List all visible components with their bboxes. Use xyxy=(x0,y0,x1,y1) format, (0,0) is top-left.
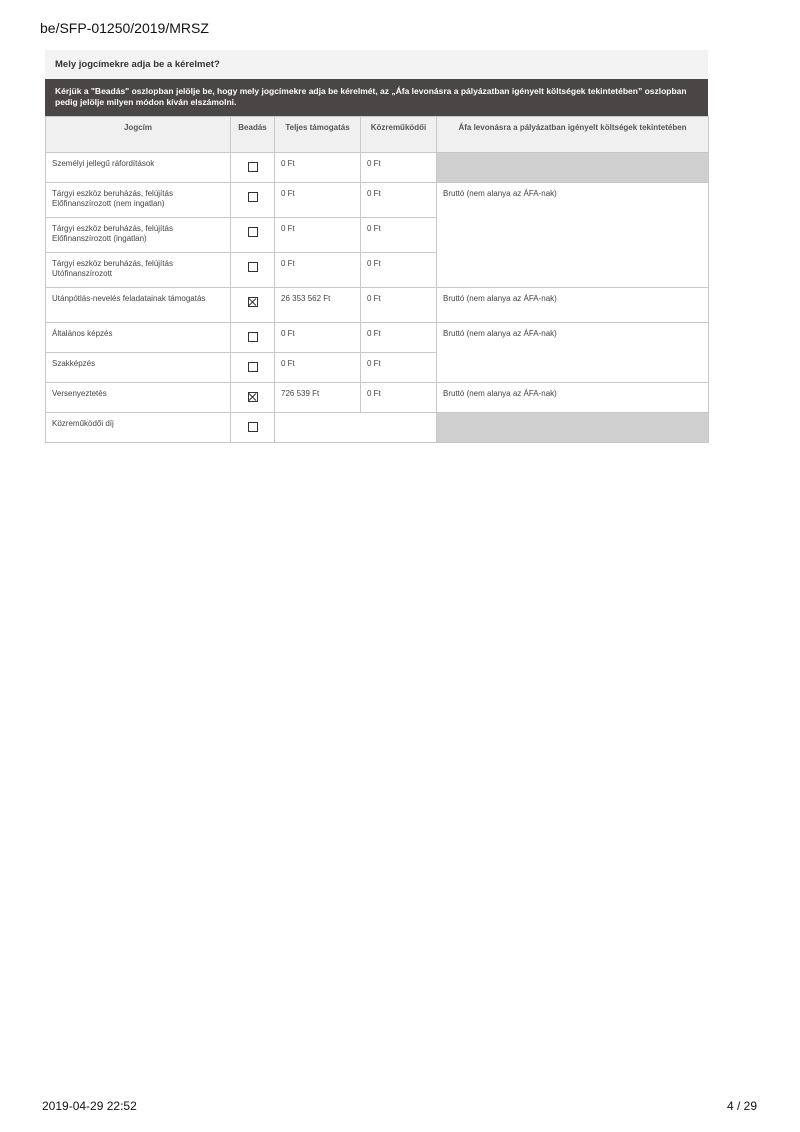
checkbox-checked[interactable] xyxy=(248,392,258,402)
kozremukodoi-cell: 0 Ft xyxy=(361,383,437,413)
beadas-cell xyxy=(231,253,275,288)
afa-cell[interactable]: Bruttó (nem alanya az ÁFA-nak) xyxy=(437,323,709,383)
table-row xyxy=(46,288,709,323)
beadas-cell xyxy=(231,323,275,353)
kozremukodoi-cell: 0 Ft xyxy=(361,153,437,183)
checkbox[interactable] xyxy=(248,262,258,272)
beadas-cell xyxy=(231,288,275,323)
kozremukodoi-cell: 0 Ft xyxy=(361,288,437,323)
footer-page-number: 4 / 29 xyxy=(726,1099,757,1113)
section-title: Mely jogcímekre adja be a kérelmet? xyxy=(45,50,708,79)
kozremukodoi-cell: 0 Ft xyxy=(361,323,437,353)
checkbox[interactable] xyxy=(248,422,258,432)
teljes-cell xyxy=(275,413,437,443)
footer-date: 2019-04-29 22:52 xyxy=(42,1099,137,1113)
document-id: be/SFP-01250/2019/MRSZ xyxy=(40,20,209,36)
afa-cell[interactable]: Bruttó (nem alanya az ÁFA-nak) xyxy=(437,383,709,413)
teljes-cell: 0 Ft xyxy=(275,183,361,218)
checkbox[interactable] xyxy=(248,162,258,172)
teljes-cell: 0 Ft xyxy=(275,153,361,183)
afa-cell[interactable]: Bruttó (nem alanya az ÁFA-nak) xyxy=(437,288,709,323)
beadas-cell xyxy=(231,413,275,443)
checkbox[interactable] xyxy=(248,192,258,202)
jogcim-cell: Utánpótlás-nevelés feladatainak támogatás xyxy=(46,288,231,323)
kozremukodoi-cell: 0 Ft xyxy=(361,183,437,218)
kozremukodoi-cell: 0 Ft xyxy=(361,218,437,253)
jogcim-cell: Közreműködői díj xyxy=(46,413,231,443)
table-row xyxy=(46,183,709,218)
col-header-afa: Áfa levonásra a pályázatban igényelt költségek tekintetében xyxy=(437,117,709,153)
instructions-banner: Kérjük a "Beadás" oszlopban jelölje be, hogy mely jogcímekre adja be kérelmét, az „Áfa levonásra a pályázatban igényelt költségek tekintetében” oszlopban pedig jelölje milyen módon kíván elszámolni. xyxy=(45,79,708,116)
checkbox[interactable] xyxy=(248,227,258,237)
jogcim-cell: Versenyeztetés xyxy=(46,383,231,413)
beadas-cell xyxy=(231,153,275,183)
jogcim-cell: Személyi jellegű ráfordítások xyxy=(46,153,231,183)
table-row xyxy=(46,323,709,353)
table-header-row xyxy=(46,117,709,153)
table-row xyxy=(46,153,709,183)
checkbox[interactable] xyxy=(248,362,258,372)
teljes-cell: 0 Ft xyxy=(275,353,361,383)
table-row xyxy=(46,413,709,443)
col-header-beadas: Beadás xyxy=(231,117,275,153)
jogcim-cell: Tárgyi eszköz beruházás, felújítás Előfinanszírozott (ingatlan) xyxy=(46,218,231,253)
teljes-cell: 0 Ft xyxy=(275,218,361,253)
jogcim-cell: Tárgyi eszköz beruházás, felújítás Utófinanszírozott xyxy=(46,253,231,288)
beadas-cell xyxy=(231,218,275,253)
col-header-jogcim: Jogcím xyxy=(46,117,231,153)
beadas-cell xyxy=(231,383,275,413)
beadas-cell xyxy=(231,183,275,218)
afa-cell-disabled xyxy=(437,153,709,183)
jogcim-cell: Szakképzés xyxy=(46,353,231,383)
application-section xyxy=(45,50,708,443)
jogcim-table xyxy=(45,116,709,443)
afa-cell-disabled xyxy=(437,413,709,443)
jogcim-cell: Általános képzés xyxy=(46,323,231,353)
col-header-kozremukodoi: Közreműködői xyxy=(361,117,437,153)
teljes-cell: 0 Ft xyxy=(275,323,361,353)
col-header-teljes: Teljes támogatás xyxy=(275,117,361,153)
beadas-cell xyxy=(231,353,275,383)
teljes-cell: 0 Ft xyxy=(275,253,361,288)
teljes-cell: 26 353 562 Ft xyxy=(275,288,361,323)
kozremukodoi-cell: 0 Ft xyxy=(361,253,437,288)
kozremukodoi-cell: 0 Ft xyxy=(361,353,437,383)
afa-cell[interactable]: Bruttó (nem alanya az ÁFA-nak) xyxy=(437,183,709,288)
jogcim-cell: Tárgyi eszköz beruházás, felújítás Előfinanszírozott (nem ingatlan) xyxy=(46,183,231,218)
table-row xyxy=(46,383,709,413)
checkbox[interactable] xyxy=(248,332,258,342)
teljes-cell: 726 539 Ft xyxy=(275,383,361,413)
checkbox-checked[interactable] xyxy=(248,297,258,307)
